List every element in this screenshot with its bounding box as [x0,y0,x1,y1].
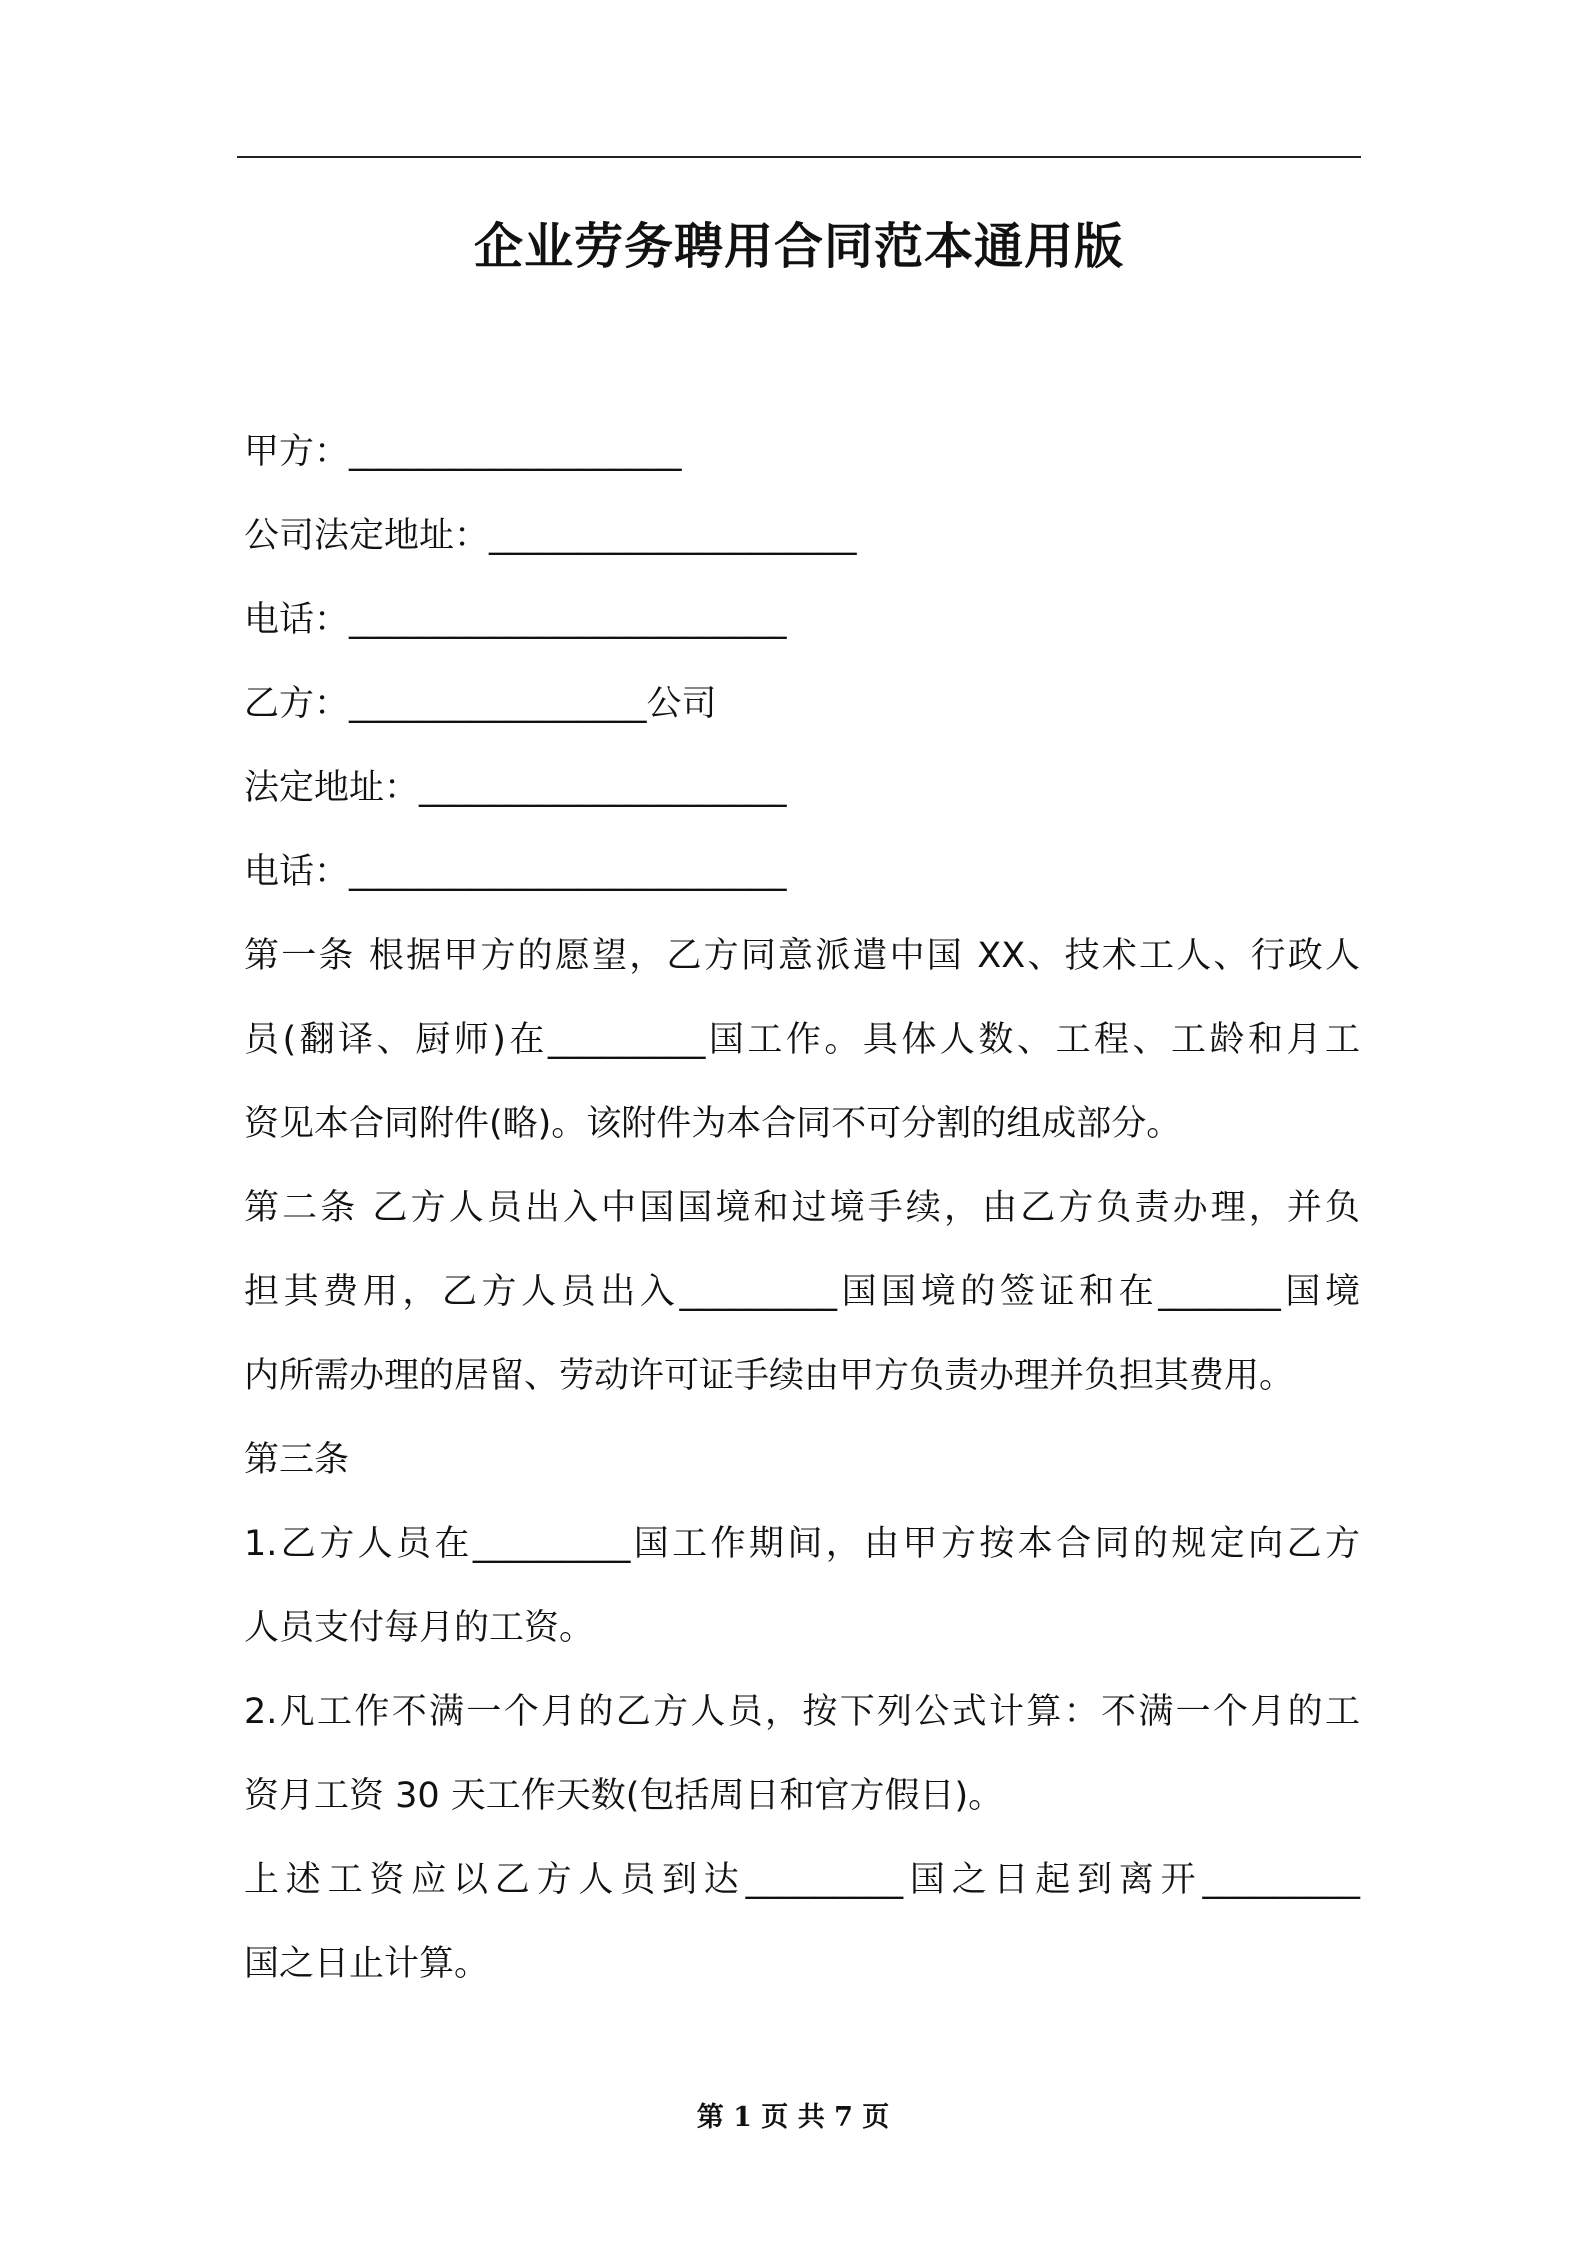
party-a-address-line: 公司法定地址：_____________________ [244,516,857,556]
article-3-item-2-line-2: 资月工资 30 天工作天数(包括周日和官方假日)。 [244,1776,1004,1816]
article-2-line-3: 内所需办理的居留、劳动许可证手续由甲方负责办理并负担其费用。 [244,1356,1295,1396]
header-rule [237,156,1361,158]
document-body [244,410,1360,2006]
article-1-line-1: 第一条 根据甲方的愿望，乙方同意派遣中国 XX、技术工人、行政人 [244,936,1360,976]
party-b-line: 乙方：_________________公司 [244,684,717,724]
article-3-heading: 第三条 [244,1440,350,1480]
page-indicator: 第 1 页 共 7 页 [696,2102,890,2133]
article-3-item-2-line-1: 2.凡工作不满一个月的乙方人员，按下列公式计算：不满一个月的工 [244,1692,1360,1732]
party-b-address-line: 法定地址：_____________________ [244,768,787,808]
article-2-line-2: 担其费用，乙方人员出入_________国国境的签证和在_______国境 [244,1272,1360,1312]
wage-period-line-2: 国之日止计算。 [244,1944,490,1984]
article-2-line-1: 第二条 乙方人员出入中国国境和过境手续，由乙方负责办理，并负 [244,1188,1360,1228]
article-1-line-3: 资见本合同附件(略)。该附件为本合同不可分割的组成部分。 [244,1104,1182,1144]
party-b-phone-line: 电话：_________________________ [244,852,787,892]
document-title: 企业劳务聘用合同范本通用版 [473,218,1124,275]
article-1-line-2: 员(翻译、厨师)在_________国工作。具体人数、工程、工龄和月工 [244,1020,1360,1060]
party-a-phone-line: 电话：_________________________ [244,600,787,640]
article-3-item-1-line-2: 人员支付每月的工资。 [244,1608,595,1648]
party-a-line: 甲方：___________________ [244,432,682,472]
wage-period-line-1: 上述工资应以乙方人员到达_________国之日起到离开_________ [244,1860,1360,1900]
article-3-item-1-line-1: 1.乙方人员在_________国工作期间，由甲方按本合同的规定向乙方 [244,1524,1360,1564]
